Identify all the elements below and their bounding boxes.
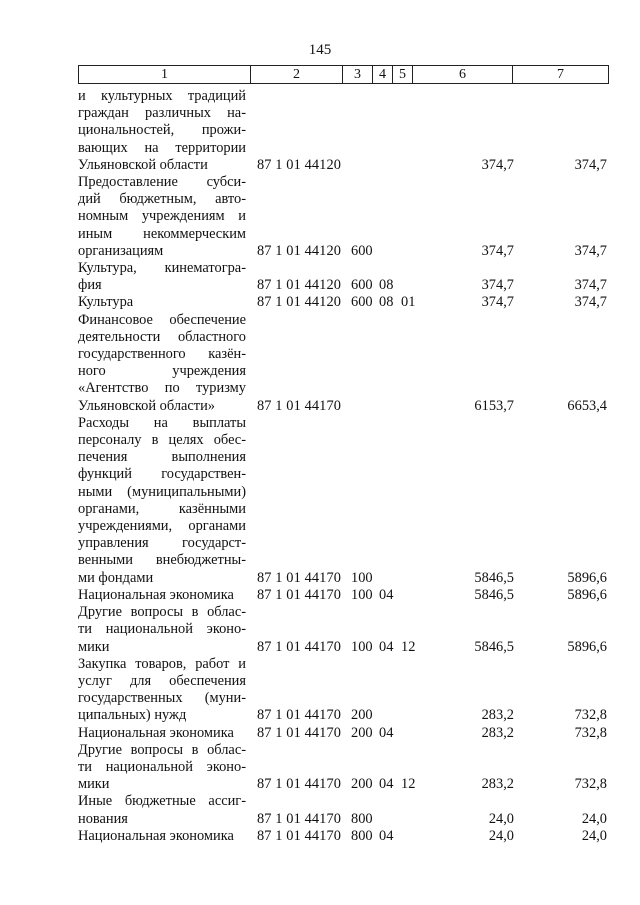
- row-name-line: управления государст-: [78, 535, 246, 552]
- row-value-col6: 5846,5: [474, 586, 514, 603]
- row-expense-type: 600: [351, 242, 373, 259]
- table-row: [78, 415, 609, 587]
- row-name-line: Другие вопросы в облас-: [78, 741, 246, 758]
- row-name-line: Ульяновской области»: [78, 397, 215, 414]
- row-name-line: ти национальной эконо-: [78, 621, 246, 638]
- row-name: [78, 742, 246, 794]
- row-expense-type: 100: [351, 586, 373, 603]
- row-section: 08: [379, 277, 394, 294]
- row-value-col7: 374,7: [574, 277, 607, 294]
- row-code: 87 1 01 44170: [257, 707, 342, 724]
- table-row: [78, 174, 609, 260]
- row-name-line: Закупка товаров, работ и: [78, 655, 246, 672]
- row-name-line: ными (муниципальными): [78, 483, 246, 500]
- row-value-col6: 24,0: [488, 810, 514, 827]
- row-name-line: государственных (муни-: [78, 690, 246, 707]
- page-number: 145: [308, 42, 332, 58]
- row-section: 04: [379, 827, 394, 844]
- table-row: [78, 312, 609, 415]
- row-subsection: 01: [401, 294, 416, 311]
- row-value-col6: 374,7: [481, 156, 514, 173]
- row-code: 87 1 01 44170: [257, 776, 342, 793]
- row-value-col6: 283,2: [481, 707, 514, 724]
- row-name: [78, 828, 246, 845]
- row-expense-type: 600: [351, 294, 373, 311]
- row-code: 87 1 01 44170: [257, 810, 342, 827]
- row-name-line: государственного казён-: [78, 346, 246, 363]
- row-name: [78, 656, 246, 725]
- row-code: 87 1 01 44170: [257, 586, 342, 603]
- row-name: [78, 312, 246, 415]
- row-name-line: Ульяновской области: [78, 156, 208, 173]
- table-header: [78, 65, 609, 84]
- row-name-line: иным некоммерческим: [78, 225, 246, 242]
- row-code: 87 1 01 44120: [257, 277, 342, 294]
- row-name-line: циональностей, прожи-: [78, 122, 246, 139]
- row-name: [78, 88, 246, 174]
- row-name-line: и культурных традиций: [78, 88, 246, 104]
- row-code: 87 1 01 44120: [257, 156, 342, 173]
- table-row: [78, 260, 609, 294]
- row-value-col6: 6153,7: [474, 397, 514, 414]
- row-section: 04: [379, 586, 394, 603]
- table-row: [78, 742, 609, 794]
- header-col-7: 7: [557, 67, 564, 82]
- row-name-line: Расходы на выплаты: [78, 414, 246, 431]
- row-section: 08: [379, 294, 394, 311]
- row-expense-type: 800: [351, 810, 373, 827]
- row-name: [78, 604, 246, 656]
- row-expense-type: 100: [351, 638, 373, 655]
- row-value-col7: 5896,6: [567, 569, 607, 586]
- row-code: 87 1 01 44170: [257, 397, 342, 414]
- header-col-4: 4: [373, 66, 393, 83]
- row-value-col7: 374,7: [574, 156, 607, 173]
- row-name: [78, 294, 246, 311]
- row-code: 87 1 01 44170: [257, 724, 342, 741]
- row-expense-type: 800: [351, 827, 373, 844]
- row-name-line: ципальных) нужд: [78, 707, 187, 724]
- row-name-line: ти национальной эконо-: [78, 758, 246, 775]
- row-name-line: печения выполнения: [78, 449, 246, 466]
- row-value-col7: 24,0: [581, 810, 607, 827]
- row-value-col6: 283,2: [481, 776, 514, 793]
- row-name-line: Другие вопросы в облас-: [78, 604, 246, 621]
- header-col-5: 5: [393, 66, 413, 83]
- row-name-line: граждан различных на-: [78, 105, 246, 122]
- row-value-col7: 5896,6: [567, 638, 607, 655]
- table-row: [78, 294, 609, 311]
- row-value-col7: 6653,4: [567, 397, 607, 414]
- row-name-line: дий бюджетным, авто-: [78, 191, 246, 208]
- row-name-line: деятельности областного: [78, 328, 246, 345]
- row-value-col7: 24,0: [581, 827, 607, 844]
- row-code: 87 1 01 44170: [257, 827, 342, 844]
- row-code: 87 1 01 44170: [257, 638, 342, 655]
- table-body: [78, 88, 609, 845]
- row-expense-type: 200: [351, 776, 373, 793]
- row-name-line: Финансовое обеспечение: [78, 311, 246, 328]
- row-section: 04: [379, 724, 394, 741]
- row-code: 87 1 01 44170: [257, 569, 342, 586]
- table-row: [78, 656, 609, 725]
- row-name-line: Иные бюджетные ассиг-: [78, 793, 246, 810]
- row-name: [78, 174, 246, 260]
- row-code: 87 1 01 44120: [257, 242, 342, 259]
- row-name-line: органами, казёнными: [78, 500, 246, 517]
- row-code: 87 1 01 44120: [257, 294, 342, 311]
- header-col-1: 1: [79, 66, 251, 83]
- row-value-col6: 283,2: [481, 724, 514, 741]
- row-expense-type: 200: [351, 707, 373, 724]
- header-col-6: 6: [413, 66, 513, 83]
- row-value-col7: 374,7: [574, 242, 607, 259]
- table-row: [78, 88, 609, 174]
- row-value-col7: 732,8: [574, 707, 607, 724]
- row-value-col6: 374,7: [481, 294, 514, 311]
- row-name-line: мики: [78, 638, 110, 655]
- row-name-line: «Агентство по туризму: [78, 380, 246, 397]
- row-name-line: Предоставление субси-: [78, 174, 246, 191]
- row-name-line: венными внебюджетны-: [78, 552, 246, 569]
- row-name: [78, 725, 246, 742]
- row-section: 04: [379, 638, 394, 655]
- row-name-line: персоналу в целях обес-: [78, 432, 246, 449]
- row-name-line: ного учреждения: [78, 363, 246, 380]
- row-name-line: мики: [78, 776, 110, 793]
- row-value-col7: 732,8: [574, 724, 607, 741]
- row-name-line: учреждениями, органами: [78, 518, 246, 535]
- row-section: 04: [379, 776, 394, 793]
- row-name-line: Национальная экономика: [78, 724, 234, 741]
- row-name: [78, 415, 246, 587]
- row-name: [78, 793, 246, 827]
- row-subsection: 12: [401, 776, 416, 793]
- row-value-col6: 5846,5: [474, 569, 514, 586]
- row-value-col6: 5846,5: [474, 638, 514, 655]
- row-name-line: Национальная экономика: [78, 586, 234, 603]
- row-name-line: номным учреждениям и: [78, 208, 246, 225]
- row-name-line: услуг для обеспечения: [78, 672, 246, 689]
- row-name-line: функций государствен-: [78, 466, 246, 483]
- table-row: [78, 604, 609, 656]
- row-name-line: Культура: [78, 294, 134, 311]
- table-row: [78, 725, 609, 742]
- row-expense-type: 100: [351, 569, 373, 586]
- table-row: [78, 828, 609, 845]
- row-value-col6: 374,7: [481, 277, 514, 294]
- row-name-line: нования: [78, 810, 128, 827]
- row-expense-type: 600: [351, 277, 373, 294]
- table-row: [78, 587, 609, 604]
- row-subsection: 12: [401, 638, 416, 655]
- row-value-col7: 374,7: [574, 294, 607, 311]
- table-row: [78, 793, 609, 827]
- row-value-col7: 732,8: [574, 776, 607, 793]
- row-name-line: Культура, кинематогра-: [78, 260, 246, 277]
- row-name-line: Национальная экономика: [78, 827, 234, 844]
- row-name-line: организациям: [78, 242, 164, 259]
- row-value-col6: 374,7: [481, 242, 514, 259]
- row-name-line: ми фондами: [78, 569, 154, 586]
- row-value-col6: 24,0: [488, 827, 514, 844]
- row-expense-type: 200: [351, 724, 373, 741]
- row-name: [78, 260, 246, 294]
- row-name-line: фия: [78, 277, 102, 294]
- header-col-3: 3: [343, 66, 373, 83]
- row-value-col7: 5896,6: [567, 586, 607, 603]
- header-col-2: 2: [251, 66, 343, 83]
- row-name-line: вающих на территории: [78, 139, 246, 156]
- row-name: [78, 587, 246, 604]
